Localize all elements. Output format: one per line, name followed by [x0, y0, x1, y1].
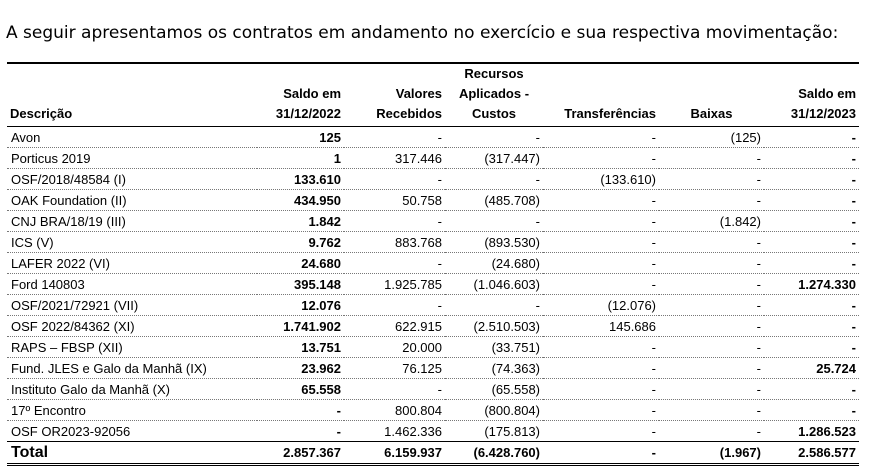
- cell-valores-recebidos: 622.915: [344, 316, 445, 337]
- contracts-table: [7, 62, 859, 466]
- cell-valores-recebidos: -: [344, 211, 445, 232]
- cell-recursos-aplicados: (24.680): [445, 253, 543, 274]
- cell-baixas: -: [659, 148, 764, 169]
- cell-saldo-2023: -: [764, 190, 859, 211]
- cell-recursos-aplicados: -: [445, 169, 543, 190]
- cell-valores-recebidos: -: [344, 169, 445, 190]
- cell-baixas: -: [659, 253, 764, 274]
- cell-transferencias: (133.610): [543, 169, 659, 190]
- cell-transferencias: 145.686: [543, 316, 659, 337]
- table-row: [7, 148, 859, 169]
- cell-valores-recebidos: -: [344, 127, 445, 148]
- cell-saldo-2022: 12.076: [257, 295, 344, 316]
- cell-descricao: 17º Encontro: [7, 400, 257, 421]
- cell-saldo-2022: -: [257, 421, 344, 442]
- cell-transferencias: -: [543, 127, 659, 148]
- cell-baixas: -: [659, 400, 764, 421]
- table-row: [7, 169, 859, 190]
- cell-saldo-2022: 13.751: [257, 337, 344, 358]
- header-saldo-2022: Saldo em 31/12/2022: [257, 63, 344, 127]
- cell-baixas: (1.842): [659, 211, 764, 232]
- cell-saldo-2023: 1.286.523: [764, 421, 859, 442]
- table-row: [7, 295, 859, 316]
- cell-baixas: -: [659, 316, 764, 337]
- total-recursos-aplicados: (6.428.760): [473, 445, 540, 460]
- cell-baixas: -: [659, 295, 764, 316]
- table-row: [7, 274, 859, 295]
- cell-transferencias: -: [543, 358, 659, 379]
- cell-saldo-2022: 1: [257, 148, 344, 169]
- cell-descricao: OSF OR2023-92056: [7, 421, 257, 442]
- total-valores-recebidos: 6.159.937: [384, 445, 442, 460]
- header-recursos-aplicados: Recursos Aplicados - Custos: [445, 63, 543, 127]
- cell-recursos-aplicados: (893.530): [445, 232, 543, 253]
- cell-baixas: -: [659, 337, 764, 358]
- cell-saldo-2022: 125: [257, 127, 344, 148]
- cell-saldo-2023: -: [764, 379, 859, 400]
- cell-recursos-aplicados: (1.046.603): [445, 274, 543, 295]
- cell-saldo-2022: 65.558: [257, 379, 344, 400]
- header-baixas: Baixas: [659, 63, 764, 127]
- cell-saldo-2022: 23.962: [257, 358, 344, 379]
- table-row: [7, 379, 859, 400]
- cell-recursos-aplicados: (485.708): [445, 190, 543, 211]
- cell-transferencias: -: [543, 421, 659, 442]
- cell-descricao: OSF/2021/72921 (VII): [7, 295, 257, 316]
- cell-descricao: Fund. JLES e Galo da Manhã (IX): [7, 358, 257, 379]
- cell-baixas: -: [659, 232, 764, 253]
- cell-saldo-2022: 9.762: [257, 232, 344, 253]
- table-row: [7, 211, 859, 232]
- table-row: [7, 232, 859, 253]
- cell-valores-recebidos: 800.804: [344, 400, 445, 421]
- cell-saldo-2022: 1.741.902: [257, 316, 344, 337]
- cell-descricao: OSF/2018/48584 (I): [7, 169, 257, 190]
- total-saldo-2023: 2.586.577: [798, 445, 856, 460]
- cell-baixas: -: [659, 274, 764, 295]
- header-valores-recebidos: Valores Recebidos: [344, 63, 445, 127]
- cell-recursos-aplicados: (317.447): [445, 148, 543, 169]
- table-row: [7, 253, 859, 274]
- cell-saldo-2022: -: [257, 400, 344, 421]
- cell-saldo-2023: -: [764, 253, 859, 274]
- table-row: [7, 421, 859, 442]
- cell-saldo-2023: -: [764, 211, 859, 232]
- cell-transferencias: -: [543, 379, 659, 400]
- cell-recursos-aplicados: (175.813): [445, 421, 543, 442]
- cell-valores-recebidos: 50.758: [344, 190, 445, 211]
- cell-recursos-aplicados: (65.558): [445, 379, 543, 400]
- cell-saldo-2023: 25.724: [764, 358, 859, 379]
- table-row: [7, 400, 859, 421]
- total-transferencias: -: [651, 445, 656, 460]
- cell-baixas: -: [659, 169, 764, 190]
- total-label: Total: [11, 444, 49, 461]
- cell-valores-recebidos: 1.925.785: [344, 274, 445, 295]
- total-row: [7, 442, 859, 465]
- cell-descricao: Porticus 2019: [7, 148, 257, 169]
- cell-descricao: OAK Foundation (II): [7, 190, 257, 211]
- cell-recursos-aplicados: -: [445, 127, 543, 148]
- cell-descricao: OSF 2022/84362 (XI): [7, 316, 257, 337]
- cell-saldo-2023: -: [764, 169, 859, 190]
- cell-recursos-aplicados: (33.751): [445, 337, 543, 358]
- cell-saldo-2023: -: [764, 232, 859, 253]
- table-row: [7, 337, 859, 358]
- cell-saldo-2023: -: [764, 295, 859, 316]
- intro-paragraph: A seguir apresentamos os contratos em andamento no exercício e sua respectiva movimentação:: [6, 23, 839, 43]
- table-row: [7, 316, 859, 337]
- table-row: [7, 127, 859, 148]
- cell-transferencias: -: [543, 232, 659, 253]
- cell-saldo-2023: -: [764, 337, 859, 358]
- cell-saldo-2022: 133.610: [257, 169, 344, 190]
- total-saldo-2022: 2.857.367: [283, 445, 341, 460]
- cell-transferencias: (12.076): [543, 295, 659, 316]
- cell-saldo-2022: 395.148: [257, 274, 344, 295]
- cell-transferencias: -: [543, 274, 659, 295]
- cell-recursos-aplicados: (800.804): [445, 400, 543, 421]
- header-transferencias: Transferências: [543, 63, 659, 127]
- table-body: [7, 127, 859, 442]
- cell-descricao: LAFER 2022 (VI): [7, 253, 257, 274]
- table-footer: [7, 442, 859, 465]
- cell-recursos-aplicados: -: [445, 295, 543, 316]
- cell-valores-recebidos: -: [344, 253, 445, 274]
- cell-valores-recebidos: 883.768: [344, 232, 445, 253]
- cell-baixas: -: [659, 190, 764, 211]
- cell-transferencias: -: [543, 253, 659, 274]
- cell-saldo-2023: -: [764, 127, 859, 148]
- cell-descricao: Instituto Galo da Manhã (X): [7, 379, 257, 400]
- cell-baixas: -: [659, 379, 764, 400]
- cell-descricao: RAPS – FBSP (XII): [7, 337, 257, 358]
- cell-baixas: -: [659, 358, 764, 379]
- cell-transferencias: -: [543, 211, 659, 232]
- cell-recursos-aplicados: (74.363): [445, 358, 543, 379]
- cell-descricao: Avon: [7, 127, 257, 148]
- cell-recursos-aplicados: -: [445, 211, 543, 232]
- cell-valores-recebidos: 76.125: [344, 358, 445, 379]
- header-saldo-2023: Saldo em 31/12/2023: [764, 63, 859, 127]
- cell-valores-recebidos: -: [344, 295, 445, 316]
- cell-descricao: Ford 140803: [7, 274, 257, 295]
- cell-transferencias: -: [543, 148, 659, 169]
- cell-saldo-2023: 1.274.330: [764, 274, 859, 295]
- table-header: [7, 63, 859, 127]
- cell-saldo-2023: -: [764, 148, 859, 169]
- cell-valores-recebidos: 20.000: [344, 337, 445, 358]
- cell-recursos-aplicados: (2.510.503): [445, 316, 543, 337]
- cell-saldo-2022: 24.680: [257, 253, 344, 274]
- cell-saldo-2023: -: [764, 400, 859, 421]
- header-descricao: Descrição: [7, 63, 257, 127]
- cell-baixas: -: [659, 421, 764, 442]
- cell-valores-recebidos: 1.462.336: [344, 421, 445, 442]
- cell-valores-recebidos: -: [344, 379, 445, 400]
- cell-saldo-2023: -: [764, 316, 859, 337]
- contracts-table-container: [7, 62, 859, 466]
- table-row: [7, 358, 859, 379]
- cell-saldo-2022: 1.842: [257, 211, 344, 232]
- cell-valores-recebidos: 317.446: [344, 148, 445, 169]
- table-row: [7, 190, 859, 211]
- cell-baixas: (125): [659, 127, 764, 148]
- cell-transferencias: -: [543, 400, 659, 421]
- cell-saldo-2022: 434.950: [257, 190, 344, 211]
- cell-descricao: ICS (V): [7, 232, 257, 253]
- cell-transferencias: -: [543, 337, 659, 358]
- cell-descricao: CNJ BRA/18/19 (III): [7, 211, 257, 232]
- cell-transferencias: -: [543, 190, 659, 211]
- total-baixas: (1.967): [719, 445, 761, 460]
